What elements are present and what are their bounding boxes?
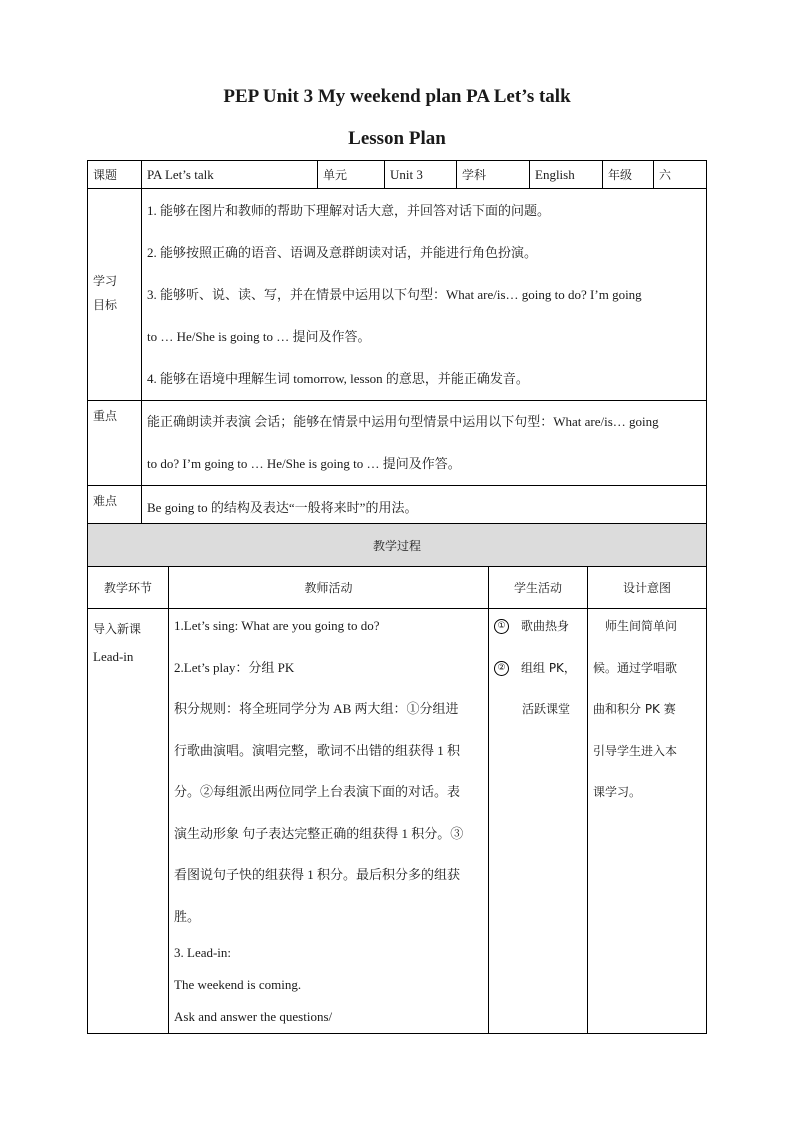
teacher-activity-cell (169, 609, 489, 1034)
student-item-3 (494, 689, 582, 731)
process-header-row (88, 567, 707, 609)
unit-label: 单元 (318, 161, 385, 189)
objectives-label-line2: 目标 (93, 298, 118, 312)
student-item-3-text: 活跃课堂 (522, 702, 571, 716)
student-item-1 (494, 606, 582, 648)
objectives-content (142, 189, 707, 401)
teacher-line-5: 分。②每组派出两位同学上台表演下面的对话。表 (174, 784, 461, 799)
stage-en: Lead-in (93, 649, 134, 664)
key-points-line-2: to do? I’m going to … He/She is going to … 提问及作答。 (147, 456, 461, 471)
objectives-label (88, 189, 142, 401)
document-subtitle: Lesson Plan (348, 128, 446, 149)
difficulties-row (88, 486, 707, 528)
header-student: 学生活动 (489, 567, 588, 609)
objective-item-1: 1. 能够在图片和教师的帮助下理解对话大意，并回答对话下面的问题。 (147, 203, 551, 218)
objective-item-4: 4. 能够在语境中理解生词 tomorrow, lesson 的意思，并能正确发音。 (147, 371, 529, 386)
teacher-line-7: 看图说句子快的组获得 1 积分。最后积分多的组获 (174, 867, 461, 882)
teacher-line-10: The weekend is coming. (174, 977, 302, 992)
difficulties-content: Be going to 的结构及表达“一般将来时”的用法。 (142, 486, 707, 528)
objectives-row (88, 189, 707, 401)
info-table (87, 160, 707, 189)
design-line-3: 曲和积分 PK 赛 (593, 702, 676, 716)
teacher-line-6: 演生动形象 句子表达完整正确的组获得 1 积分。③ (174, 825, 464, 841)
process-title-row (88, 524, 707, 567)
student-item-1-number: ① (494, 619, 509, 634)
stage-cell (88, 609, 169, 1034)
process-table (87, 523, 707, 1034)
grade-value: 六 (654, 161, 707, 189)
header-design: 设计意图 (588, 567, 707, 609)
goals-table (87, 188, 707, 528)
stage-cn: 导入新课 (93, 622, 142, 636)
key-points-line-1: 能正确朗读并表演 会话；能够在情景中运用句型情景中运用以下句型：What are/is… going (147, 414, 659, 429)
teacher-line-11: Ask and answer the questions/ (174, 1009, 333, 1024)
teacher-line-4: 行歌曲演唱。演唱完整，歌词不出错的组获得 1 积 (174, 742, 461, 758)
design-line-2: 候。通过学唱歌 (593, 660, 678, 675)
objective-item-3-cont: to … He/She is going to … 提问及作答。 (147, 329, 371, 344)
student-item-2-text: 组组 PK， (521, 660, 576, 675)
objectives-label-line1: 学习 (93, 274, 118, 288)
subject-label: 学科 (457, 161, 530, 189)
design-intent-cell (588, 609, 707, 1034)
teacher-line-2: 2.Let’s play：分组 PK (174, 659, 295, 675)
subject-value: English (530, 161, 603, 189)
teacher-line-8: 胜。 (174, 908, 201, 924)
key-points-row (88, 401, 707, 486)
process-title: 教学过程 (88, 524, 707, 567)
student-item-1-text: 歌曲热身 (521, 619, 570, 633)
header-teacher: 教师活动 (169, 567, 489, 609)
design-line-5: 课学习。 (593, 785, 642, 799)
info-row (88, 161, 707, 189)
difficulties-label: 难点 (88, 486, 142, 528)
teacher-line-3: 积分规则：将全班同学分为 AB 两大组：①分组进 (174, 701, 459, 716)
teacher-line-9: 3. Lead-in: (174, 945, 232, 960)
topic-label: 课题 (88, 161, 142, 189)
teacher-line-1: 1.Let’s sing: What are you going to do? (174, 618, 380, 633)
grade-label: 年级 (603, 161, 654, 189)
header-stage: 教学环节 (88, 567, 169, 609)
key-points-label: 重点 (88, 401, 142, 486)
objective-item-3: 3. 能够听、说、读、写，并在情景中运用以下句型：What are/is… going to do? I’m going (147, 287, 642, 302)
student-item-2 (494, 648, 582, 690)
design-line-1: 师生间简单问 (605, 619, 678, 633)
student-activity-cell (489, 609, 588, 1034)
topic-value: PA Let’s talk (142, 161, 318, 189)
process-row-leadin (88, 609, 707, 1034)
document-title: PEP Unit 3 My weekend plan PA Let’s talk (223, 86, 571, 107)
key-points-content (142, 401, 707, 486)
design-line-4: 引导学生进入本 (593, 743, 678, 758)
objective-item-2: 2. 能够按照正确的语音、语调及意群朗读对话，并能进行角色扮演。 (147, 245, 538, 260)
unit-value: Unit 3 (385, 161, 457, 189)
student-item-2-number: ② (494, 661, 509, 676)
